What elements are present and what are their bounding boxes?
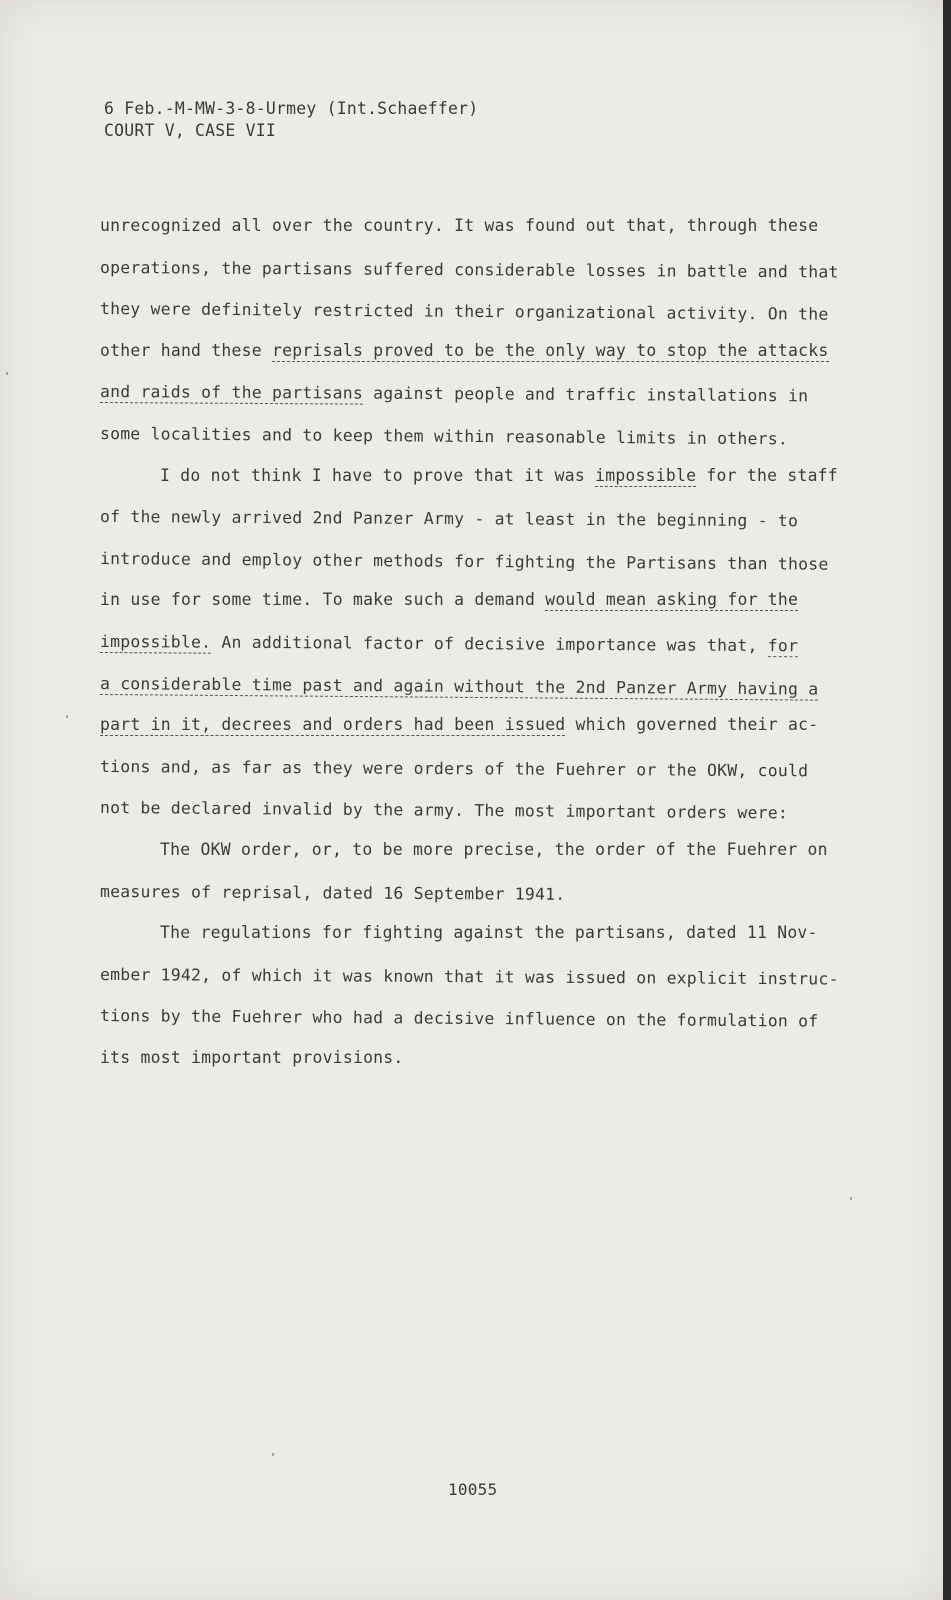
paper-speck	[272, 1453, 274, 1456]
text-segment: measures of reprisal, dated 16 September 1941.	[99, 881, 566, 904]
text-segment: ember 1942, of which it was known that it was issued on explicit instruc-	[99, 964, 839, 989]
text-segment: they were definitely restricted in their organizational activity. On the	[99, 299, 829, 324]
text-segment: I do not think I have to prove that it was	[160, 465, 596, 485]
text-segment: unrecognized all over the country. It was found out that, through these	[100, 216, 819, 235]
text-line	[100, 663, 860, 711]
document-body	[100, 205, 860, 1078]
paper-speck	[66, 715, 68, 718]
text-line	[100, 787, 860, 835]
text-segment: The OKW order, or, to be more precise, the order of the Fuehrer on	[160, 839, 828, 859]
text-line	[100, 704, 860, 746]
text-line	[100, 579, 860, 621]
text-line	[100, 288, 860, 336]
paragraph-2	[100, 455, 860, 829]
text-segment: other hand these	[100, 340, 273, 360]
header-case-line: COURT V, CASE VII	[104, 121, 277, 140]
text-segment: An additional factor of decisive importance was that,	[211, 632, 768, 656]
paragraph-4	[100, 912, 860, 1078]
text-segment: in use for some time. To make such a demand	[100, 590, 546, 610]
text-line	[100, 496, 860, 542]
paper-speck	[850, 1197, 852, 1200]
underlined-text: and raids of the partisans	[99, 382, 364, 403]
text-line	[100, 538, 860, 586]
text-line	[100, 871, 860, 917]
text-segment: for the staff	[696, 465, 838, 485]
underlined-text: impossible	[595, 465, 697, 485]
text-segment: its most important provisions.	[100, 1047, 404, 1067]
paper-speck	[6, 372, 8, 375]
text-line	[100, 829, 860, 871]
text-line	[100, 1037, 860, 1079]
header-session-line: 6 Feb.-M-MW-3-8-Urmey (Int.Schaeffer)	[104, 99, 479, 118]
paragraph-1	[100, 205, 860, 455]
text-segment: against people and traffic installations in	[363, 383, 809, 406]
underlined-text: a considerable time past and again without the 2nd Panzer Army having a	[99, 673, 819, 699]
text-segment: some localities and to keep them within reasonable limits in others.	[99, 423, 789, 449]
page-number: 10055	[448, 1480, 498, 1499]
text-line	[100, 247, 860, 293]
underlined-text: part in it, decrees and orders had been issued	[100, 715, 566, 735]
document-header	[104, 98, 478, 142]
text-line	[100, 205, 860, 247]
text-line	[100, 413, 860, 461]
text-line	[100, 330, 860, 372]
text-line	[100, 954, 860, 1000]
text-segment: of the newly arrived 2nd Panzer Army - at least in the beginning - to	[99, 507, 799, 531]
underlined-text: for	[767, 636, 799, 656]
underlined-text: would mean asking for the	[545, 590, 799, 610]
text-line	[100, 912, 860, 954]
underlined-text: reprisals proved to be the only way to stop the attacks	[272, 340, 829, 360]
text-segment: not be declared invalid by the army. The most important orders were:	[99, 798, 789, 823]
text-segment: which governed their ac-	[565, 715, 819, 735]
text-line	[100, 455, 860, 497]
text-line	[100, 621, 860, 667]
paragraph-3	[100, 829, 860, 912]
text-line	[100, 995, 860, 1043]
text-line	[100, 371, 860, 417]
underlined-text: impossible.	[99, 631, 212, 652]
text-line	[100, 746, 860, 792]
text-segment: tions by the Fuehrer who had a decisive influence on the formulation of	[99, 1006, 819, 1031]
text-segment: introduce and employ other methods for fighting the Partisans than those	[99, 548, 829, 574]
text-segment: tions and, as far as they were orders of the Fuehrer or the OKW, could	[99, 756, 809, 781]
text-segment: operations, the partisans suffered considerable losses in battle and that	[99, 257, 839, 282]
text-segment: The regulations for fighting against the partisans, dated 11 Nov-	[160, 923, 818, 943]
